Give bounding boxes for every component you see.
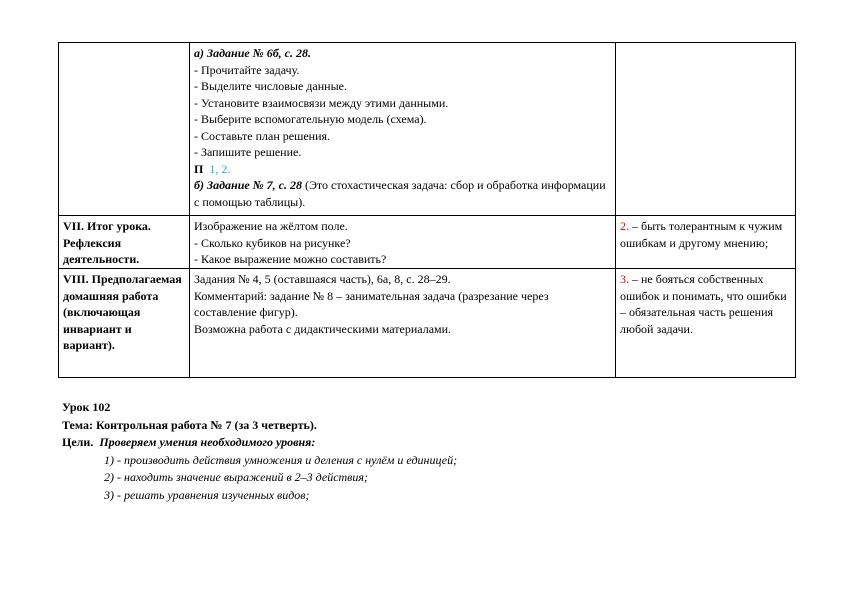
activity-line: Изображение на жёлтом поле. xyxy=(194,219,348,233)
activity-line: - Какое выражение можно составить? xyxy=(194,252,387,266)
goals-label: Цели. xyxy=(62,435,94,449)
lesson-table xyxy=(58,42,796,378)
task-b-line xyxy=(194,177,612,210)
goal-item: 1) - производить действия умножения и деления с нулём и единицей; xyxy=(104,452,458,467)
activity-line: Задания № 4, 5 (оставшаяся часть), 6а, 8, с. 28–29. xyxy=(194,272,451,286)
notes-cell-empty xyxy=(616,43,796,216)
note-number: 3. xyxy=(620,272,629,286)
activity-line: Возможна работа с дидактическими материалами. xyxy=(194,321,452,336)
task-a-title: а) Задание № 6б, с. 28. xyxy=(194,46,312,60)
goals-text: Проверяем умения необходимого уровня: xyxy=(99,435,316,449)
goal-item: 3) - решать уравнения изученных видов; xyxy=(104,487,310,502)
topic-line xyxy=(62,417,782,435)
step-line: - Выделите числовые данные. xyxy=(194,79,347,93)
lesson-number: Урок 102 xyxy=(62,400,111,414)
table-row xyxy=(59,43,796,216)
note-text: – быть толерантным к чужим ошибкам и другому мнению; xyxy=(620,219,783,250)
stage-cell: VIII. Предполагаемая домашняя работа (включающая инвариант и вариант). xyxy=(59,269,190,378)
activity-cell xyxy=(190,269,616,378)
p-line xyxy=(194,161,612,178)
activity-line: Комментарий: задание № 8 – занимательная задача (разрезание через составление фигур). xyxy=(194,288,549,319)
task-b-text: (Это стохастическая задача: сбор и обработка информации с помощью таблицы). xyxy=(194,178,606,209)
note-text: – не бояться собственных ошибок и понимать, что ошибки – обязательная часть решения любой задачи. xyxy=(620,272,787,336)
table-row xyxy=(59,216,796,269)
p-label: П xyxy=(194,161,204,176)
notes-cell xyxy=(616,269,796,378)
activity-cell xyxy=(190,43,616,216)
step-line: - Составьте план решения. xyxy=(194,128,331,143)
step-line: - Выберите вспомогательную модель (схема). xyxy=(194,112,427,126)
lesson-header xyxy=(62,399,782,504)
stage-cell: VII. Итог урока. Рефлексия деятельности. xyxy=(59,216,190,269)
note-number: 2. xyxy=(620,219,629,233)
topic-label: Тема: xyxy=(62,417,93,432)
step-line: - Установите взаимосвязи между этими данными. xyxy=(194,95,449,110)
p-numbers: 1, 2. xyxy=(209,161,231,176)
goal-item: 2) - находить значение выражений в 2–3 действия; xyxy=(104,470,368,484)
notes-cell xyxy=(616,216,796,269)
goals-line xyxy=(62,434,782,452)
stage-cell-empty xyxy=(59,43,190,216)
table-row xyxy=(59,269,796,378)
task-b-title: б) Задание № 7, с. 28 xyxy=(194,178,303,192)
step-line: - Запишите решение. xyxy=(194,145,302,159)
step-line: - Прочитайте задачу. xyxy=(194,62,300,77)
activity-cell xyxy=(190,216,616,269)
topic-text: Контрольная работа № 7 (за 3 четверть). xyxy=(92,417,317,432)
activity-line: - Сколько кубиков на рисунке? xyxy=(194,235,351,250)
